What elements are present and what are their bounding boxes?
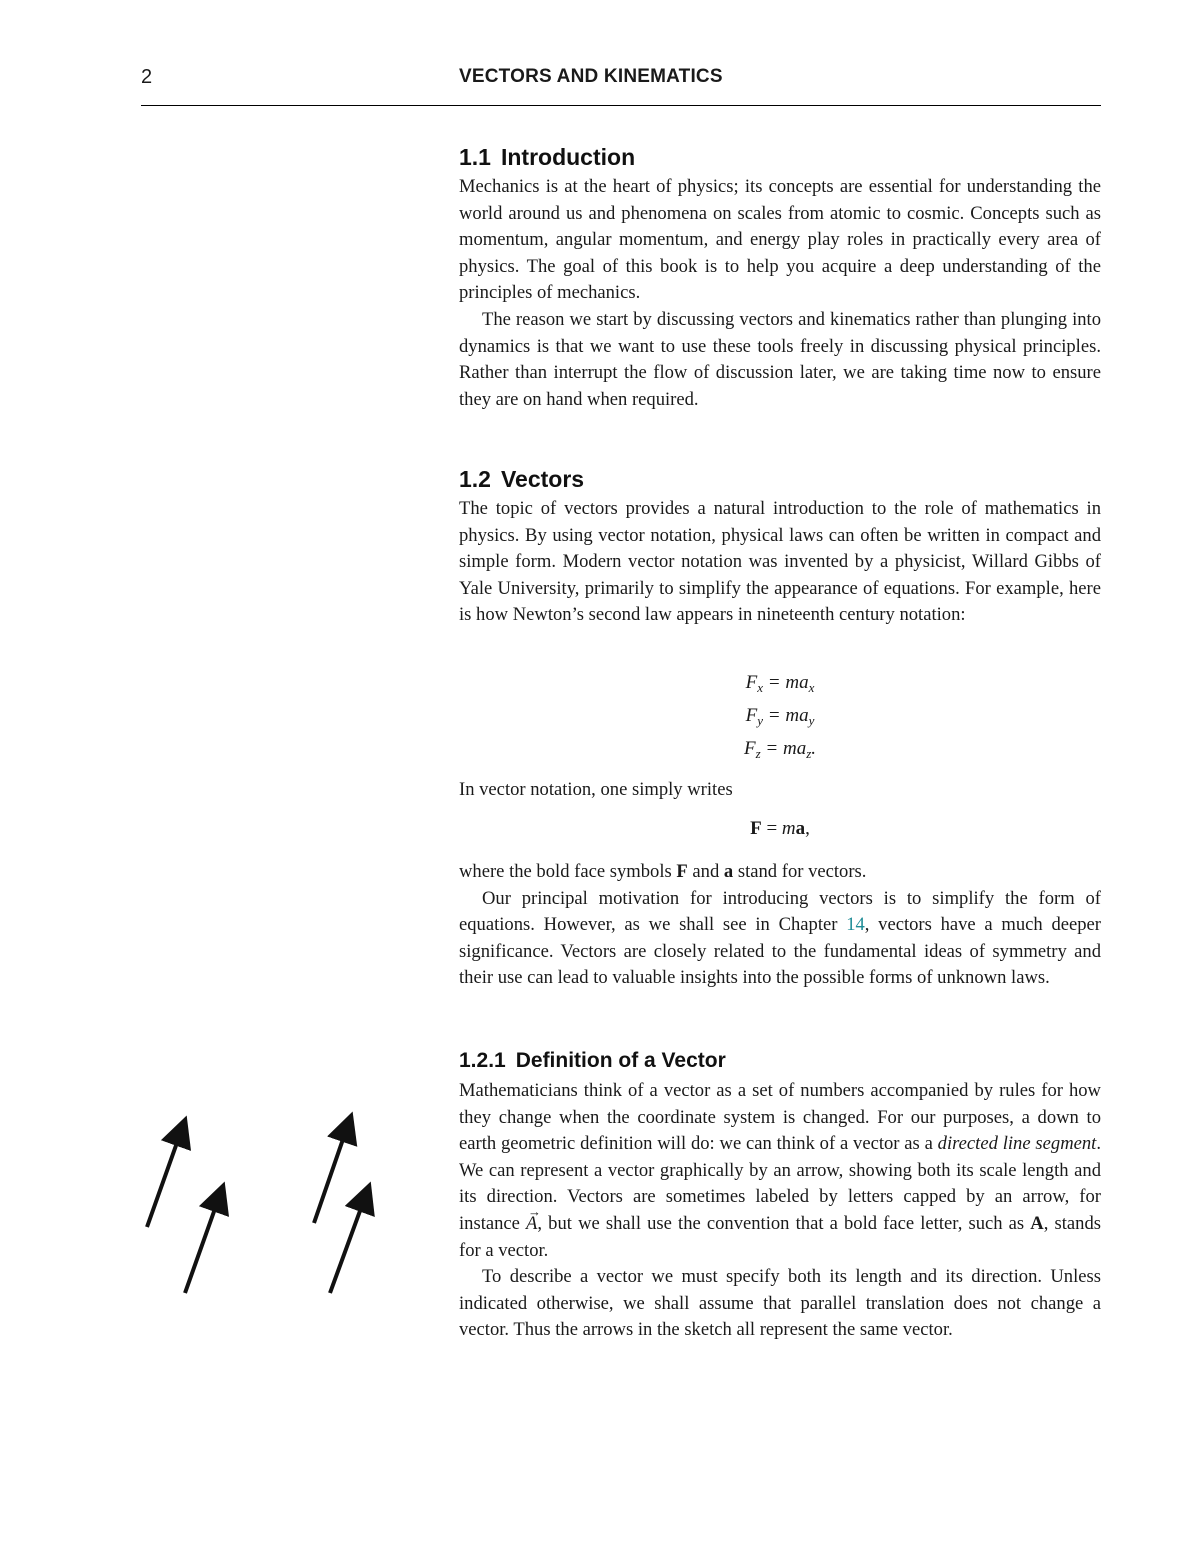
section-title: Vectors <box>500 466 585 492</box>
vectors-text-3 <box>459 859 1101 992</box>
subsection-heading-definition <box>459 1049 726 1073</box>
section-number: 1.2 <box>459 466 491 492</box>
vectors-paragraph-4: Our principal motivation for introducing vectors is to simplify the form of equations. However, as we shall see in Chapter 14, vectors have a much deeper significance. Vectors are closely related to the fundamental ideas of symmetry and their use can lead to valuable insights into the possible forms of unknown laws. <box>459 887 1101 989</box>
section-heading-introduction <box>459 144 635 171</box>
definition-paragraph-2: To describe a vector we must specify both its length and its direction. Unless indicated otherwise, we shall assume that parallel translation does not change a vector. Thus the arrows in the sketch all represent the same vector. <box>459 1266 1101 1341</box>
section-number: 1.1 <box>459 144 491 170</box>
vector-arrow-1 <box>147 1123 184 1227</box>
header-rule <box>141 105 1101 106</box>
definition-paragraph-1: Mathematicians think of a vector as a set of numbers accompanied by rules for how they change when the coordinate system is changed. For our purposes, a down to earth geometric definition will do: we can think of a vector as a directed line segment. We can represent a vector graphically by an arrow, showing both its scale length and its direction. Vectors are sometimes labeled by letters capped by an arrow, for instance A → , but we shall use the convention that a bold face letter, such as A, stands for a vector. <box>459 1080 1101 1261</box>
section-heading-vectors <box>459 466 584 493</box>
running-title: VECTORS AND KINEMATICS <box>459 66 723 87</box>
vector-arrow-2 <box>185 1189 222 1293</box>
section-title: Definition of a Vector <box>515 1049 726 1072</box>
vectors-text <box>459 496 1101 629</box>
chapter-link[interactable]: 14 <box>846 914 865 936</box>
intro-text <box>459 174 1101 413</box>
vector-equation: F = ma, <box>750 818 810 839</box>
vectors-paragraph-2: In vector notation, one simply writes <box>459 779 733 800</box>
vector-arrow-4 <box>330 1189 368 1293</box>
running-header <box>141 62 1101 92</box>
parallel-arrows-figure <box>130 1105 390 1305</box>
vectors-text-2 <box>459 777 1101 804</box>
equation-x: $F_x = ma_x$ <box>745 672 815 695</box>
intro-paragraph-2: The reason we start by discussing vectors and kinematics rather than plunging into dynamics is that we want to use these tools freely in discussing physical principles. Rather than interrupt the flow of discussion later, we are taking time now to ensure they are on hand when required. <box>459 308 1101 410</box>
section-number: 1.2.1 <box>459 1049 506 1072</box>
arrow-capped-letter: A → <box>526 1203 542 1234</box>
equation-z: $F_z = ma_z$. <box>743 738 817 761</box>
page-number: 2 <box>141 66 153 88</box>
vectors-paragraph-1: The topic of vectors provides a natural introduction to the role of mathematics in physics. By using vector notation, physical laws can often be written in compact and simple form. Modern vector notation was invented by a physicist, Willard Gibbs of Yale University, primarily to simplify the appearance of equations. For example, here is how Newton’s second law appears in nineteenth century notation: <box>459 498 1101 626</box>
equation-y: $F_y = ma_y$ <box>745 705 815 728</box>
definition-text <box>459 1078 1101 1344</box>
vector-arrow-3 <box>314 1119 350 1223</box>
section-title: Introduction <box>500 144 636 170</box>
intro-paragraph-1: Mechanics is at the heart of physics; its concepts are essential for understanding the world around us and phenomena on scales from atomic to cosmic. Concepts such as momentum, angular momentum, and energy play roles in practically every area of physics. The goal of this book is to help you acquire a deep understanding of the principles of mechanics. <box>459 176 1101 304</box>
vectors-paragraph-3: where the bold face symbols F and a stand for vectors. <box>459 861 867 882</box>
